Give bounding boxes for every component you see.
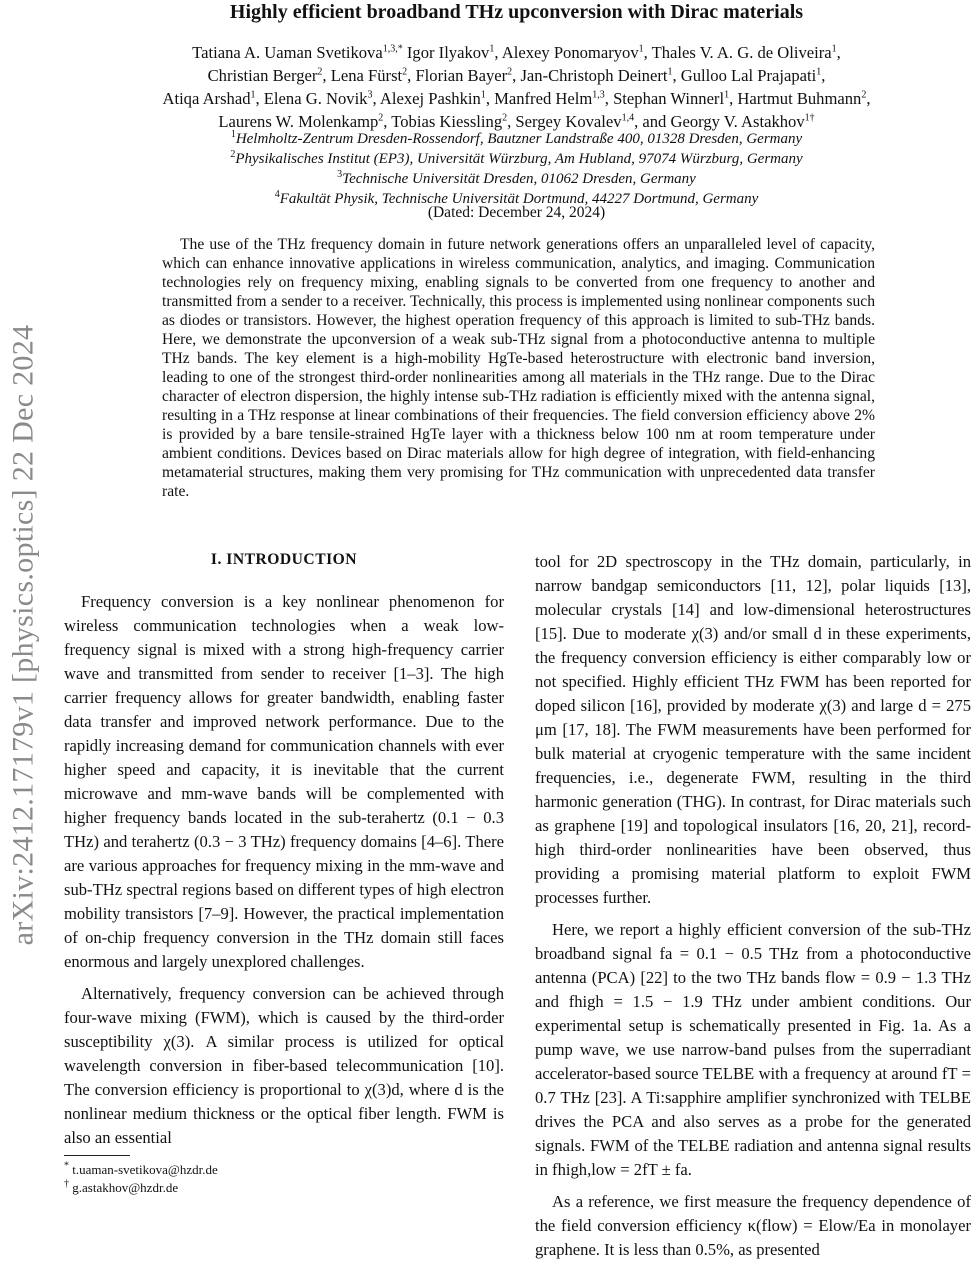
author-name: Alexey Ponomaryov [501, 43, 639, 62]
author-name: Alexej Pashkin [379, 89, 481, 108]
affiliation-text: Fakultät Physik, Technische Universität Dortmund, 44227 Dortmund, Germany [279, 191, 759, 207]
author-name: Manfred Helm [494, 89, 593, 108]
author-line-3: Atiqa Arshad$^1$, Elena G. Novik$^3$, Alexej Pashkin$^1$, Manfred Helm$^{1,3}$, Stephan Winnerl$^1$, Hartmut Buhmann$^2$, [162, 89, 871, 108]
author-affil: 1 [831, 43, 837, 55]
author-affil: 3 [367, 89, 373, 101]
right-column [535, 550, 971, 1270]
author-affil: 1,3 [592, 89, 605, 101]
author-affil: 2 [378, 112, 384, 124]
affiliation-num: 2 [230, 149, 236, 160]
author-name: Jan-Christoph Deinert [520, 66, 668, 85]
paragraph: Frequency conversion is a key nonlinear phenomenon for wireless communication technologies when a weak low-frequency signal is mixed with a strong high-frequency carrier wave and transmitted from sender to receiver [1–3]. The high carrier frequency allows for greater bandwidth, enabling faster data transfer and improved network performance. Due to the rapidly increasing demand for communication channels with ever higher speed and capacity, it is inevitable that the current microwave and mm-wave bands will be complemented with higher frequency bands located in the sub-terahertz (0.1 − 0.3 THz) and terahertz (0.3 − 3 THz) frequency domains [4–6]. There are various approaches for frequency mixing in the mm-wave and sub-THz spectral regions based on different types of high electron mobility transistors [7–9]. However, the practical implementation of on-chip frequency conversion in the THz domain still faces enormous and largely unexplored challenges. [64, 592, 504, 971]
author-affil: 1 [638, 43, 644, 55]
author-affil: 2 [402, 66, 408, 78]
author-name: Igor Ilyakov [406, 43, 490, 62]
arxiv-sidebar [6, 240, 40, 1030]
author-affil: 2 [502, 112, 508, 124]
affiliation-num: 1 [230, 129, 236, 140]
author-affil: 1,4 [621, 112, 635, 124]
affiliation-text: Helmholtz-Zentrum Dresden-Rossendorf, Bautzner Landstraße 400, 01328 Dresden, Germany [235, 131, 803, 147]
footnote-mark: † [64, 1178, 69, 1190]
author-name: Georgy V. Astakhov [670, 112, 805, 131]
footnote-2 [64, 1180, 178, 1196]
paragraph: Here, we report a highly efficient conversion of the sub-THz broadband signal fa = 0.1 − 0.5 THz from a photoconductive antenna (PCA) [22] to the two THz bands flow = 0.9 − 1.3 THz and fhigh = 1.5 − 1.9 THz under ambient conditions. Our experimental setup is schematically presented in Fig. 1a. As a pump wave, we use narrow-band pulses from the superradiant accelerator-based source TELBE with a frequency at around fT = 0.7 THz [23]. A Ti:sapphire amplifier synchronized with TELBE drives the PCA and also serves as a probe for the generated signals. FWM of the TELBE radiation and antenna signal results in fhigh,low = 2fT ± fa. [535, 920, 971, 1179]
paragraph: tool for 2D spectroscopy in the THz domain, particularly, in narrow bandgap semiconductors [11, 12], polar liquids [13], molecular crystals [14] and low-dimensional heterostructures [15]. Due to moderate χ(3) and/or small d in these experiments, the frequency conversion efficiency is either comparably low or not specified. Highly efficient THz FWM has been reported for doped silicon [16], provided by moderate χ(3) and large d = 275 μm [17, 18]. The FWM measurements have been performed for bulk material at cryogenic temperature with the same incident frequencies, i.e., degenerate FWM, resulting in the third harmonic generation (THG). In contrast, for Dirac materials such as graphene [19] and topological insulators [16, 20, 21], record-high third-order nonlinearities have been observed, thus providing a promising material platform to exploit FWM processes further. [535, 552, 971, 907]
author-list [64, 41, 969, 133]
author-name: Hartmut Buhmann [737, 89, 862, 108]
author-name: Atiqa Arshad [162, 89, 251, 108]
author-affil: 1 [667, 66, 673, 78]
author-name: Elena G. Novik [263, 89, 368, 108]
author-name: Thales V. A. G. de Oliveira [651, 43, 832, 62]
footnote-1 [64, 1162, 218, 1178]
author-affil: 1 [816, 66, 822, 78]
abstract: The use of the THz frequency domain in future network generations offers an unparalleled level of capacity, which can enhance innovative applications in wireless communication, analytics, and imaging. Communication technologies rely on frequency mixing, enabling signals to be converted from one frequency to another and transmitted from a sender to a receiver. Technically, this process is implemented using nonlinear components such as diodes or transistors. However, the highest operation frequency of this approach is limited to sub-THz bands. Here, we demonstrate the upconversion of a weak sub-THz signal from a photoconductive antenna to multiple THz bands. The key element is a high-mobility HgTe-based heterostructure with electronic band inversion, leading to one of the strongest third-order nonlinearities among all materials in the THz range. Due to the Dirac character of electron dispersion, the highly intense sub-THz radiation is efficiently mixed with the antenna signal, resulting in a THz response at linear combinations of their frequencies. The field conversion efficiency above 2% is provided by a bare tensile-strained HgTe layer with a thickness below 100 nm at room temperature under ambient conditions. Devices based on Dirac materials allow for high degree of integration, with field-enhancing metamaterial structures, making them very promising for THz communication with unprecedented data transfer rate. [162, 236, 875, 500]
author-affil: 1 [250, 89, 256, 101]
paragraph: Alternatively, frequency conversion can be achieved through four-wave mixing (FWM), which is caused by the third-order susceptibility χ(3). A similar process is utilized for optical wavelength conversion in fiber-based telecommunication [10]. The conversion efficiency is proportional to χ(3)d, where d is the nonlinear medium thickness or the optical fiber length. FWM is also an essential [64, 984, 504, 1147]
author-affil: 2 [317, 66, 323, 78]
author-name: Stephan Winnerl [613, 89, 725, 108]
affiliation-num: 4 [274, 189, 280, 200]
date-line: (Dated: December 24, 2024) [427, 204, 606, 221]
author-name: Tatiana A. Uaman Svetikova [192, 43, 383, 62]
author-line-1: Tatiana A. Uaman Svetikova$^{1,3,*}$ Igor Ilyakov$^1$, Alexey Ponomaryov$^1$, Thales V. A. G. de Oliveira$^1$, [192, 43, 841, 62]
author-affil: 1 [489, 43, 495, 55]
author-line-4: Laurens W. Molenkamp$^2$, Tobias Kiessling$^2$, Sergey Kovalev$^{1,4}$, and Georgy V. Astakhov$^{1\dagger}$ [218, 112, 815, 131]
author-affil: 1† [804, 112, 815, 124]
footnote-mark: * [64, 1160, 69, 1172]
left-column [64, 548, 504, 1158]
section-heading: I. INTRODUCTION [210, 551, 358, 568]
footnote-email[interactable]: t.uaman-svetikova@hzdr.de [72, 1162, 218, 1177]
affiliation-text: Technische Universität Dresden, 01062 Dresden, Germany [342, 171, 696, 187]
affiliation-num: 3 [337, 169, 343, 180]
affiliation-text: Physikalisches Institut (EP3), Universität Würzburg, Am Hubland, 97074 Würzburg, Germany [235, 151, 803, 167]
author-affil: 1,3,* [382, 43, 403, 55]
author-name: Lena Fürst [330, 66, 403, 85]
author-affil: 2 [507, 66, 513, 78]
author-name: Tobias Kiessling [391, 112, 503, 131]
paragraph: As a reference, we first measure the frequency dependence of the field conversion efficiency κ(flow) = Elow/Ea in monolayer graphene. It is less than 0.5%, as presented [535, 1192, 971, 1259]
footnote-email[interactable]: g.astakhov@hzdr.de [72, 1180, 179, 1195]
author-name: Laurens W. Molenkamp [218, 112, 379, 131]
author-name: Christian Berger [207, 66, 318, 85]
author-affil: 1 [480, 89, 486, 101]
author-line-2: Christian Berger$^2$, Lena Fürst$^2$, Florian Bayer$^2$, Jan-Christoph Deinert$^1$, Gulloo Lal Prajapati$^1$, [207, 66, 826, 85]
arxiv-id: arXiv:2412.17179v1 [physics.optics] 22 Dec 2024 [6, 324, 39, 946]
author-name: Gulloo Lal Prajapati [680, 66, 817, 85]
author-affil: 2 [861, 89, 867, 101]
paper-title: Highly efficient broadband THz upconversion with Dirac materials [229, 1, 804, 23]
author-affil: 1 [724, 89, 730, 101]
footnote-rule [64, 1155, 130, 1156]
author-name: Sergey Kovalev [515, 112, 622, 131]
author-name: Florian Bayer [415, 66, 508, 85]
